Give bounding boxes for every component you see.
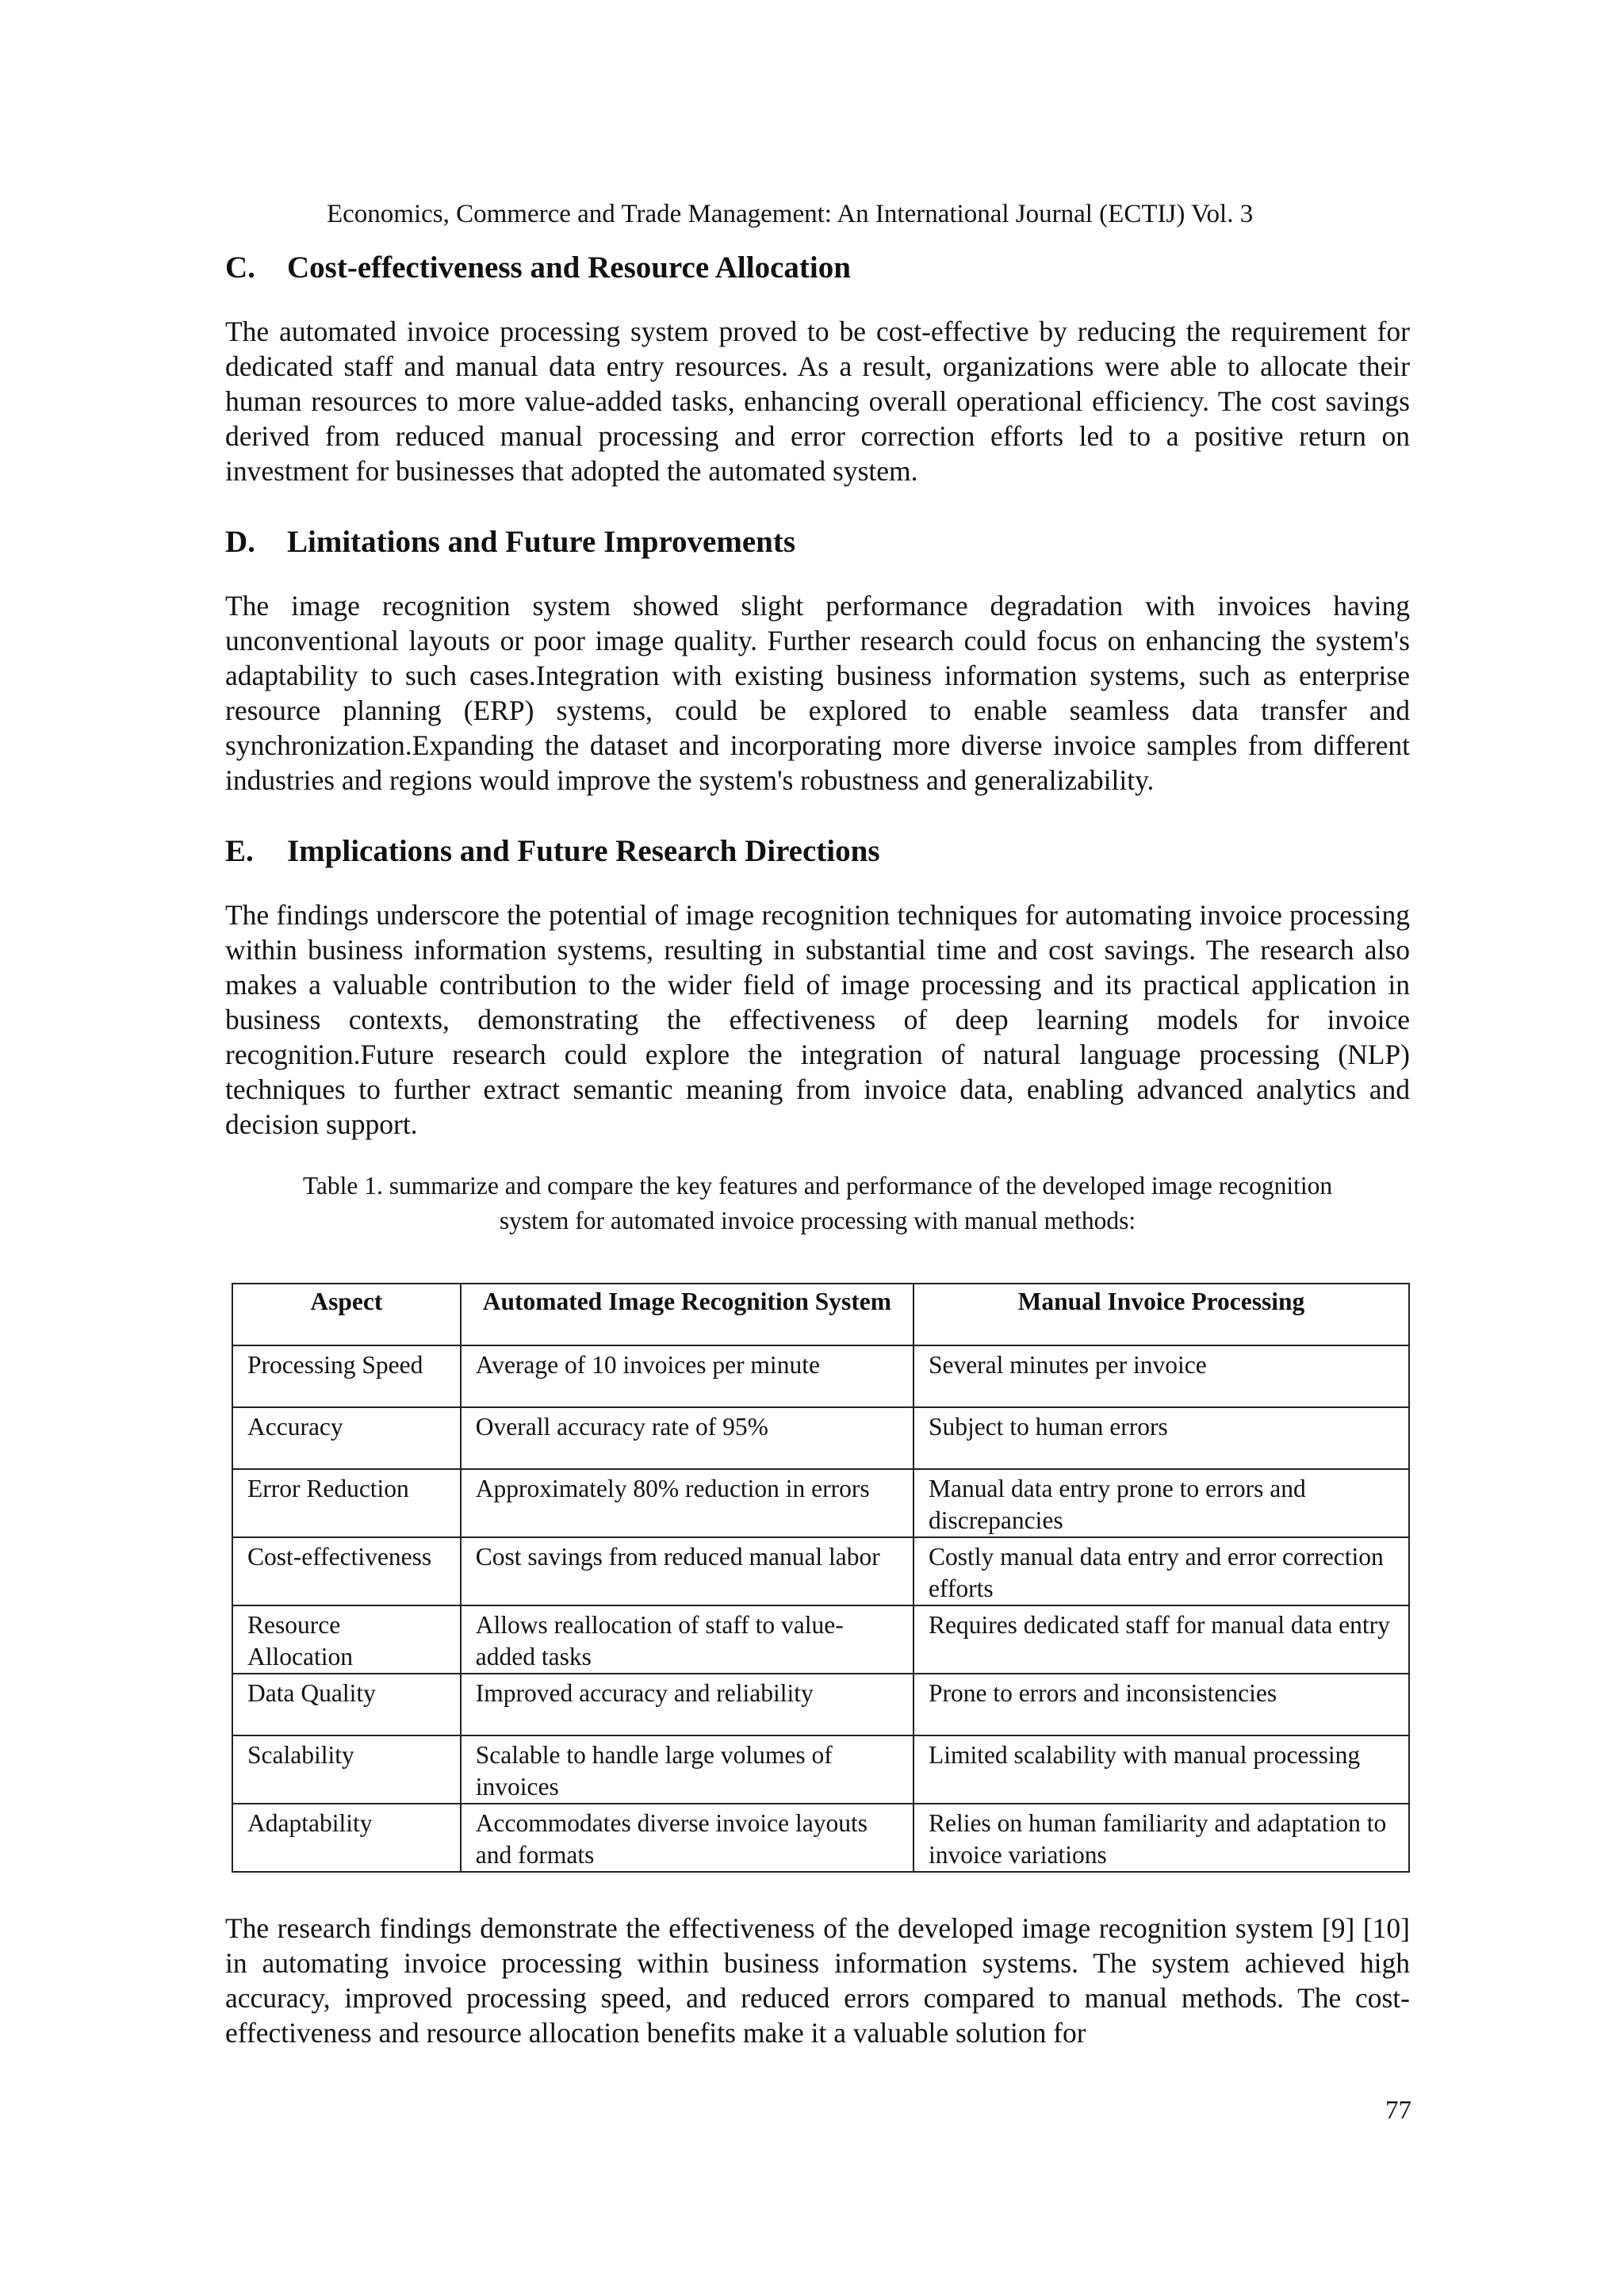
table-cell-aspect: Error Reduction	[232, 1469, 461, 1537]
table-cell-manual: Subject to human errors	[914, 1407, 1409, 1469]
table-cell-automated: Improved accuracy and reliability	[461, 1674, 914, 1735]
section-heading-e	[225, 829, 1410, 874]
table-cell-manual: Manual data entry prone to errors and discrepancies	[914, 1469, 1409, 1537]
section-heading-d	[225, 520, 1410, 564]
running-header: Economics, Commerce and Trade Management: An International Journal (ECTIJ) Vol. 3	[327, 200, 1254, 228]
closing-paragraph: The research findings demonstrate the effectiveness of the developed image recognition system [9] [10] in automating invoice processing within business information systems. The system achieved high accuracy, improved processing speed, and reduced errors compared to manual methods. The cost-effectiveness and resource allocation benefits make it a valuable solution for	[225, 1912, 1410, 2049]
table-cell-aspect: Processing Speed	[232, 1345, 461, 1407]
table-row	[232, 1469, 1409, 1537]
table-cell-automated: Cost savings from reduced manual labor	[461, 1537, 914, 1605]
page-number: 77	[1385, 2096, 1411, 2125]
table-cell-aspect: Data Quality	[232, 1674, 461, 1735]
section-c-paragraph: The automated invoice processing system proved to be cost-effective by reducing the requirement for dedicated staff and manual data entry resources. As a result, organizations were able to allocate their human resources to more value-added tasks, enhancing overall operational efficiency. The cost savings derived from reduced manual processing and error correction efforts led to a positive return on investment for businesses that adopted the automated system.	[225, 316, 1410, 487]
section-title: Limitations and Future Improvements	[287, 525, 796, 559]
page-content	[225, 246, 1410, 2050]
table-cell-manual: Prone to errors and inconsistencies	[914, 1674, 1409, 1735]
table-cell-manual: Requires dedicated staff for manual data entry	[914, 1605, 1409, 1674]
table-cell-manual: Limited scalability with manual processing	[914, 1735, 1409, 1804]
table-row	[232, 1735, 1409, 1804]
table-cell-aspect: Resource Allocation	[232, 1605, 461, 1674]
table-caption-line: system for automated invoice processing with manual methods:	[499, 1207, 1136, 1234]
table-cell-automated: Allows reallocation of staff to value-added tasks	[461, 1605, 914, 1674]
table-cell-automated: Scalable to handle large volumes of invoices	[461, 1735, 914, 1804]
table-row	[232, 1537, 1409, 1605]
table-cell-automated: Overall accuracy rate of 95%	[461, 1407, 914, 1469]
table-header-row	[232, 1284, 1409, 1345]
table-cell-aspect: Cost-effectiveness	[232, 1537, 461, 1605]
table-cell-automated: Approximately 80% reduction in errors	[461, 1469, 914, 1537]
section-letter: C.	[225, 251, 255, 285]
table-cell-manual: Costly manual data entry and error correction efforts	[914, 1537, 1409, 1605]
table-cell-automated: Average of 10 invoices per minute	[461, 1345, 914, 1407]
table-cell-manual: Several minutes per invoice	[914, 1345, 1409, 1407]
table-row	[232, 1345, 1409, 1407]
section-letter: D.	[225, 525, 255, 559]
section-heading-c	[225, 246, 1410, 290]
header-automated: Automated Image Recognition System	[461, 1284, 914, 1345]
section-title: Implications and Future Research Directions	[287, 834, 880, 868]
table-cell-aspect: Adaptability	[232, 1804, 461, 1872]
comparison-table	[232, 1283, 1410, 1873]
section-letter: E.	[225, 834, 254, 868]
table-row	[232, 1804, 1409, 1872]
table-row	[232, 1605, 1409, 1674]
section-d-paragraph: The image recognition system showed slight performance degradation with invoices having unconventional layouts or poor image quality. Further research could focus on enhancing the system's adaptability to such cases.Integration with existing business information systems, such as enterprise resource planning (ERP) systems, could be explored to enable seamless data transfer and synchronization.Expanding the dataset and incorporating more diverse invoice samples from different industries and regions would improve the system's robustness and generalizability.	[225, 590, 1410, 796]
header-aspect: Aspect	[232, 1284, 461, 1345]
table-row	[232, 1674, 1409, 1735]
table-row	[232, 1407, 1409, 1469]
section-title: Cost-effectiveness and Resource Allocation	[287, 251, 851, 285]
table-caption	[239, 1169, 1396, 1238]
section-e-paragraph: The findings underscore the potential of image recognition techniques for automating invoice processing within business information systems, resulting in substantial time and cost savings. The research also makes a valuable contribution to the wider field of image processing and its practical application in business contexts, demonstrating the effectiveness of deep learning models for invoice recognition.Future research could explore the integration of natural language processing (NLP) techniques to further extract semantic meaning from invoice data, enabling advanced analytics and decision support.	[225, 899, 1410, 1140]
table-cell-aspect: Scalability	[232, 1735, 461, 1804]
table-cell-aspect: Accuracy	[232, 1407, 461, 1469]
table-cell-automated: Accommodates diverse invoice layouts and formats	[461, 1804, 914, 1872]
table-cell-manual: Relies on human familiarity and adaptation to invoice variations	[914, 1804, 1409, 1872]
table-caption-line: Table 1. summarize and compare the key features and performance of the developed image recognition	[302, 1172, 1333, 1200]
header-manual: Manual Invoice Processing	[914, 1284, 1409, 1345]
